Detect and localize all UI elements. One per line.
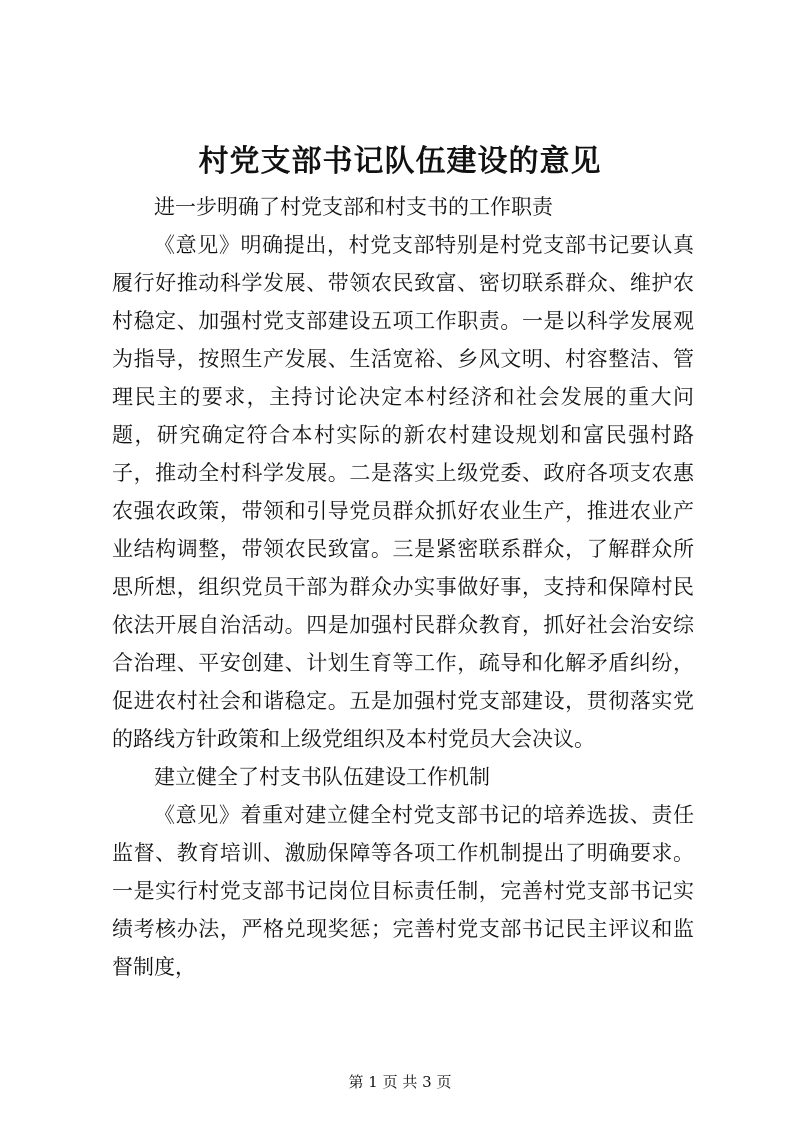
section-paragraph-mechanism: 《意见》着重对建立健全村党支部书记的培养选拔、责任监督、教育培训、激励保障等各项工作机制提出了明确要求。一是实行村党支部书记岗位目标责任制，完善村党支部书记实绩考核办法，严格兑现奖惩；完善村党支部书记民主评议和监督制度， [112,803,694,979]
page-number-footer: 第 1 页 共 3 页 [348,1073,452,1091]
page-title: 村党支部书记队伍建设的意见 [198,144,602,179]
section-heading-duties: 进一步明确了村党支部和村支书的工作职责 [154,195,553,219]
document-body [112,188,694,986]
section-paragraph-duties: 《意见》明确提出，村党支部特别是村党支部书记要认真履行好推动科学发展、带领农民致富、密切联系群众、维护农村稳定、加强村党支部建设五项工作职责。一是以科学发展观为指导，按照生产发展、生活宽裕、乡风文明、村容整洁、管理民主的要求，主持讨论决定本村经济和社会发展的重大问题，研究确定符合本村实际的新农村建设规划和富民强村路子，推动全村科学发展。二是落实上级党委、政府各项支农惠农强农政策，带领和引导党员群众抓好农业生产，推进农业产业结构调整，带领农民致富。三是紧密联系群众，了解群众所思所想，组织党员干部为群众办实事做好事，支持和保障村民依法开展自治活动。四是加强村民群众教育，抓好社会治安综合治理、平安创建、计划生育等工作，疏导和化解矛盾纠纷，促进农村社会和谐稳定。五是加强村党支部建设，贯彻落实党的路线方针政策和上级党组织及本村党员大会决议。 [112,233,694,751]
section-heading-mechanism: 建立健全了村支书队伍建设工作机制 [154,765,490,789]
